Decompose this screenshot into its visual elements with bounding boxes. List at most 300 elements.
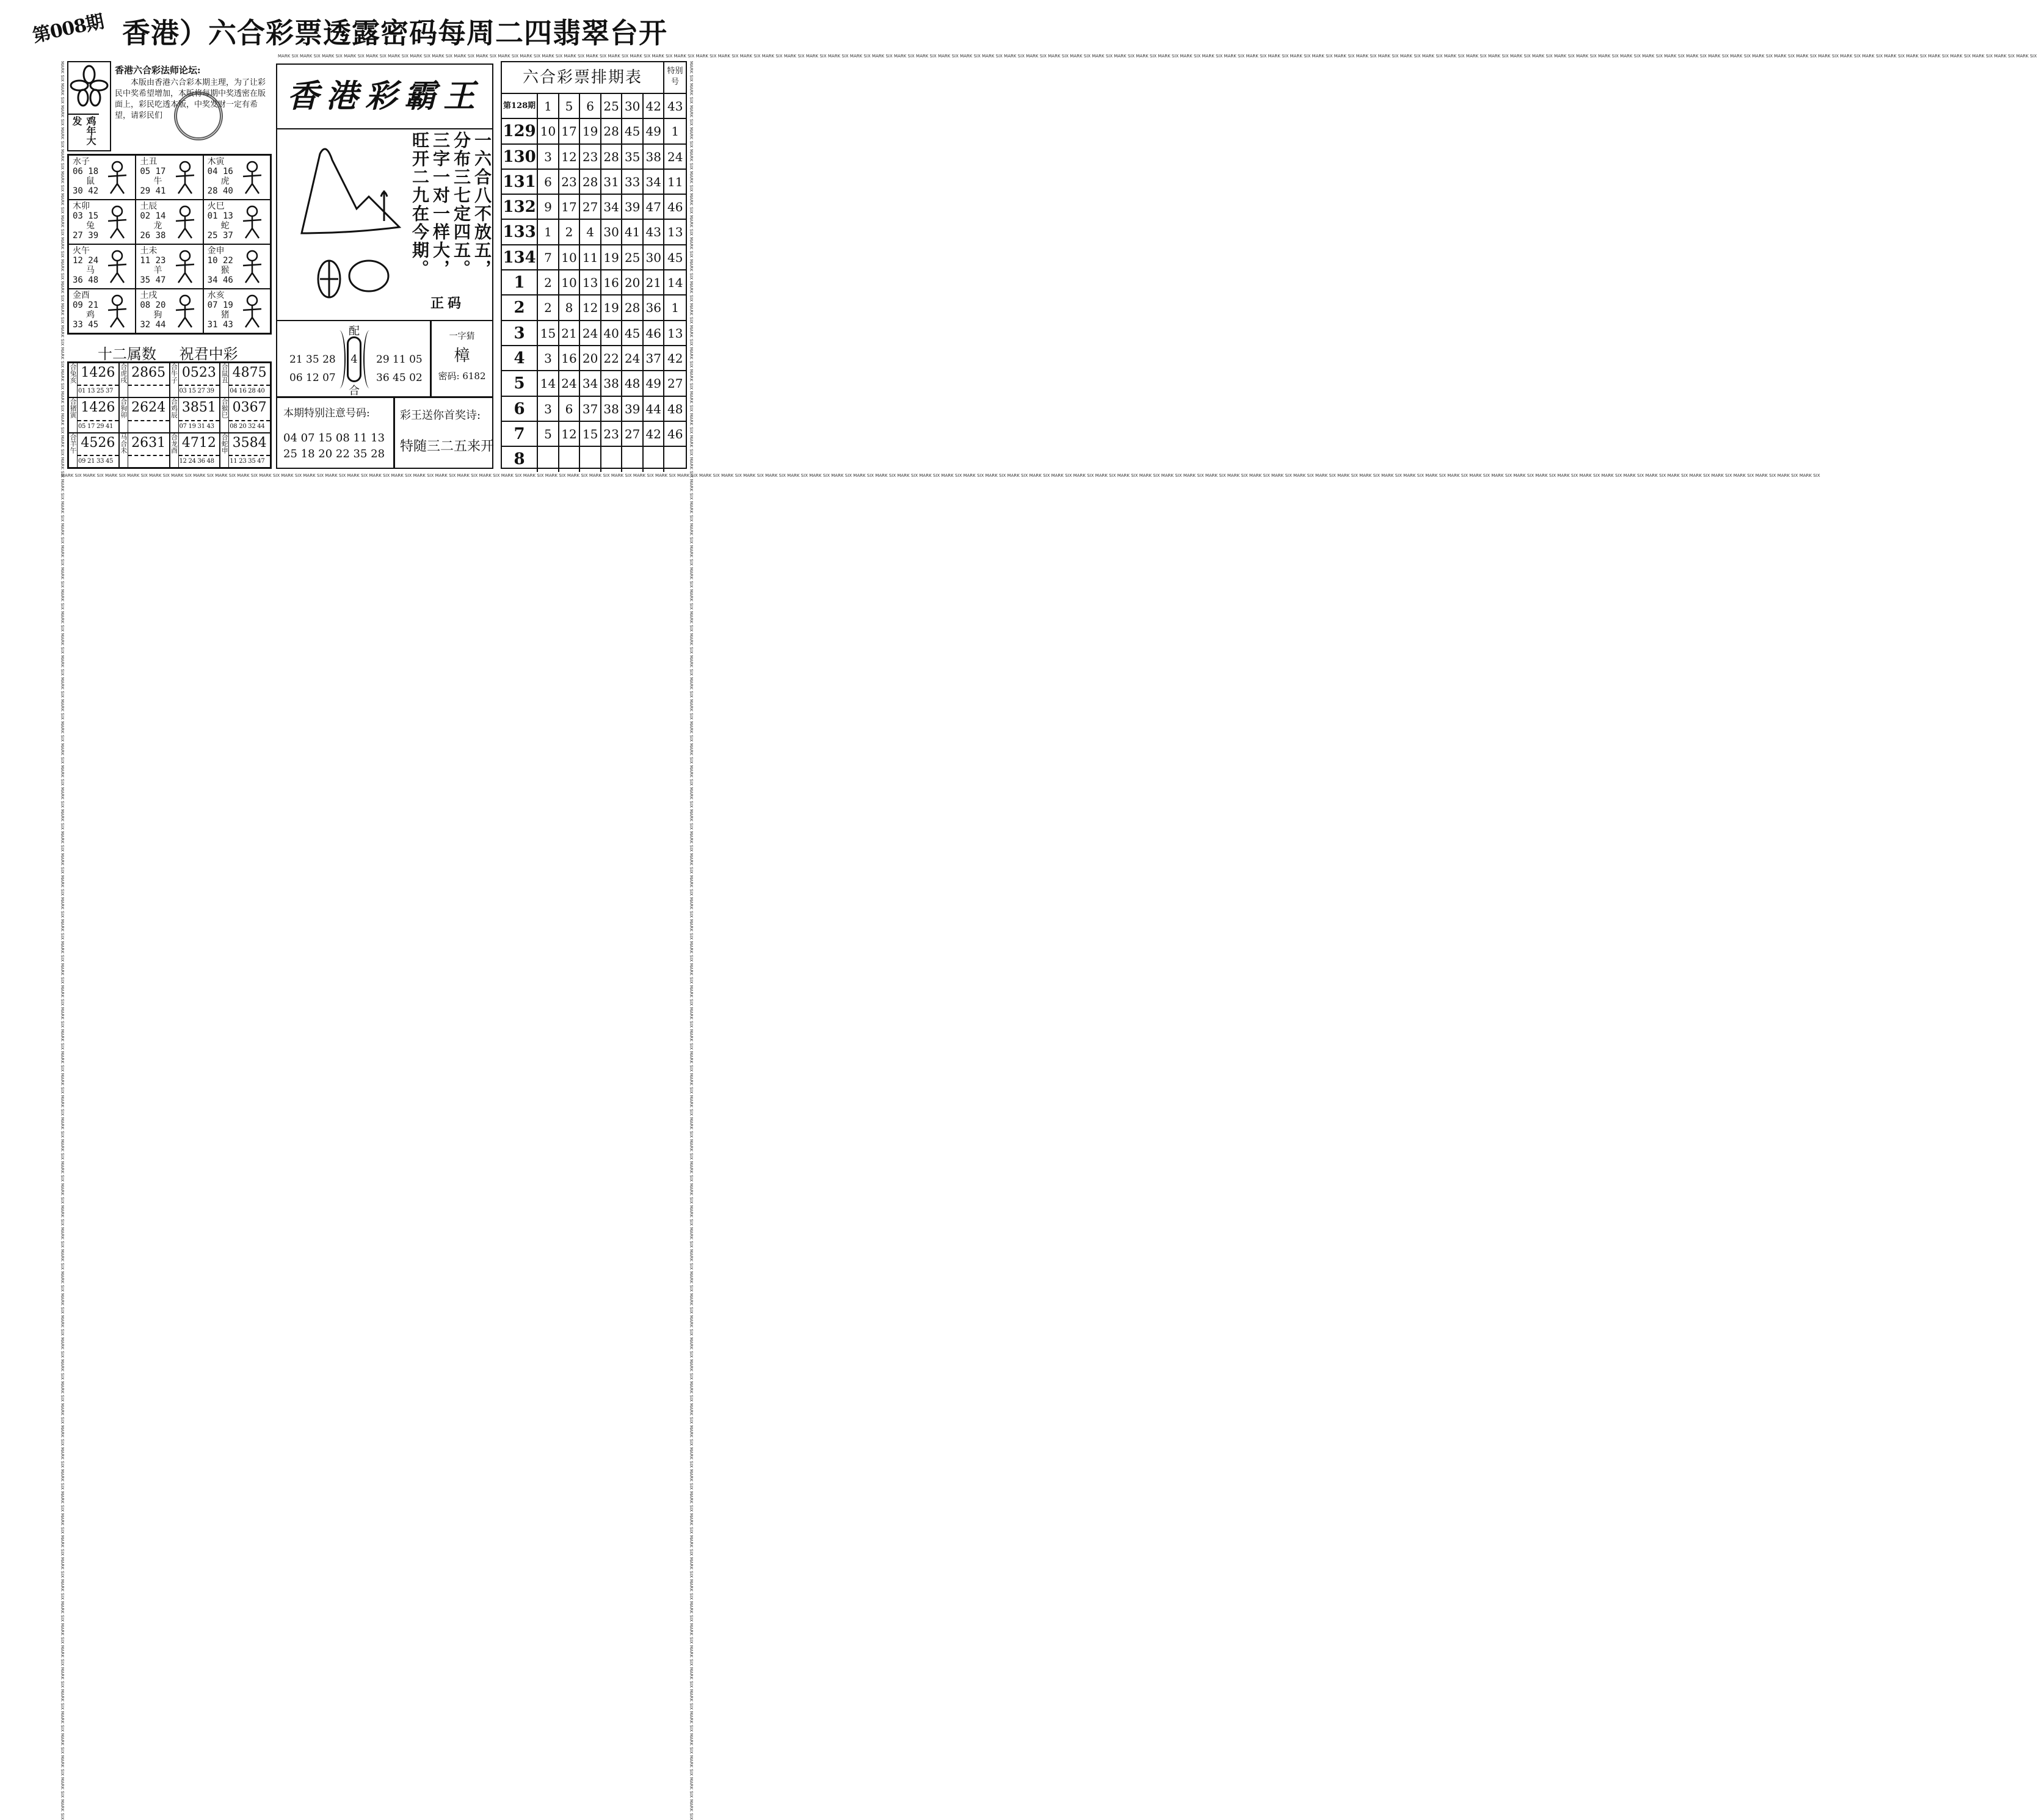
zodiac-code-main bbox=[229, 433, 270, 467]
zodiac-code-numbers bbox=[128, 456, 169, 467]
drawn-number: 49 bbox=[644, 119, 665, 143]
zodiac-numbers-top: 10 22 bbox=[207, 256, 233, 266]
special-number: 46 bbox=[667, 426, 683, 441]
special-number: 43 bbox=[667, 99, 683, 114]
zodiac-label: 火巳 bbox=[207, 201, 225, 211]
zodiac-label: 火午 bbox=[73, 246, 90, 256]
zodiac-numbers-top: 03 15 bbox=[73, 211, 99, 221]
drawn-number: 38 bbox=[601, 397, 623, 421]
zodiac-animal: 鼠 bbox=[86, 176, 95, 186]
zodiac-code-numbers bbox=[128, 386, 169, 397]
zodiac-figure-icon bbox=[170, 159, 200, 196]
special-numbers-box bbox=[276, 397, 394, 469]
schedule-row bbox=[502, 170, 686, 195]
special-numbers-row: 25 18 20 22 35 28 bbox=[283, 448, 385, 460]
zodiac-code-label: 合羊午 bbox=[69, 433, 78, 467]
one-char-guess bbox=[430, 320, 493, 397]
zodiac-code-cell bbox=[68, 397, 119, 432]
drawn-number: 12 bbox=[580, 295, 601, 319]
drawn-number: 10 bbox=[559, 270, 581, 294]
mark-six-strip-bottom: MARK SIX MARK SIX MARK SIX MARK SIX MARK SIX MARK SIX MARK SIX MARK SIX MARK SIX MARK SIX MARK SIX MARK SIX MARK SIX MARK SIX MARK SIX MARK SIX MARK SIX MARK SIX MARK SIX MARK SIX MARK SIX MARK SIX MARK SIX MARK SIX MARK SIX MARK SIX MARK SIX MARK SIX MARK SIX MARK SIX MARK SIX MARK SIX MARK SIX MARK SIX MARK SIX MARK SIX MARK SIX MARK SIX MARK SIX MARK SIX MARK SIX MARK SIX MARK SIX MARK SIX MARK SIX MARK SIX MARK SIX MARK SIX MARK SIX MARK SIX MARK SIX MARK SIX MARK SIX MARK SIX MARK SIX MARK SIX MARK SIX MARK SIX MARK SIX MARK SIX MARK SIX MARK SIX MARK SIX MARK SIX MARK SIX MARK SIX MARK SIX MARK SIX MARK SIX MARK SIX MARK SIX MARK SIX MARK SIX MARK SIX MARK SIX MARK SIX MARK SIX MARK SIX MARK SIX MARK SIX bbox=[61, 473, 1820, 478]
zodiac-code-cell bbox=[68, 433, 119, 468]
drawn-number: 6 bbox=[538, 170, 559, 194]
zodiac-numbers-top: 12 24 bbox=[73, 256, 99, 266]
drawn-number bbox=[601, 447, 623, 472]
zodiac-numbers-bottom: 29 41 bbox=[140, 186, 166, 196]
zodiac-numbers-top: 06 18 bbox=[73, 167, 99, 176]
poem-line: 三字一对一样大， bbox=[430, 131, 451, 278]
logo-box bbox=[67, 61, 111, 151]
mountain-illustration-icon bbox=[277, 129, 412, 313]
zodiac-figure-icon bbox=[237, 293, 267, 330]
draw-number: 3 bbox=[502, 321, 538, 345]
drawn-number: 28 bbox=[601, 119, 623, 143]
drawn-number: 42 bbox=[644, 422, 665, 446]
zodiac-code-main bbox=[128, 433, 169, 467]
zodiac-code-cell bbox=[119, 397, 170, 432]
zodiac-code-main bbox=[179, 398, 220, 432]
zodiac-code-numbers: 12 24 36 48 bbox=[179, 457, 214, 465]
zodiac-animal: 狗 bbox=[153, 310, 162, 320]
drawn-number: 31 bbox=[601, 170, 623, 194]
zodiac-code-cell bbox=[220, 433, 271, 468]
zodiac-code-main bbox=[128, 363, 169, 397]
zodiac-numbers-top: 11 23 bbox=[140, 256, 166, 266]
zodiac-code-label: 合虎戌 bbox=[120, 363, 128, 397]
zodiac-code-label: 合鼠丑 bbox=[220, 363, 229, 397]
zodiac-cell bbox=[203, 155, 271, 200]
drawn-number: 14 bbox=[538, 371, 559, 395]
drawn-number bbox=[644, 447, 665, 472]
pei-center-number: 4 bbox=[347, 336, 361, 382]
drawn-number: 38 bbox=[601, 371, 623, 395]
drawn-number: 8 bbox=[559, 295, 581, 319]
zodiac-animal: 鸡 bbox=[86, 310, 95, 320]
zodiac-label: 木卯 bbox=[73, 201, 90, 211]
schedule-title: 六合彩票排期表 bbox=[502, 62, 664, 93]
vertical-poem bbox=[409, 131, 492, 290]
zodiac-label: 土辰 bbox=[140, 201, 158, 211]
drawn-number: 43 bbox=[644, 220, 665, 244]
draw-number: 133 bbox=[502, 220, 538, 244]
draw-number: 4 bbox=[502, 346, 538, 370]
zodiac-code: 3851 bbox=[179, 398, 220, 421]
zodiac-code-main bbox=[78, 363, 118, 397]
drawn-number: 25 bbox=[601, 94, 623, 118]
special-number-header: 特别号 bbox=[667, 67, 683, 87]
prize-poem-title: 彩王送你首奖诗: bbox=[400, 409, 481, 422]
zodiac-numbers-bottom: 30 42 bbox=[73, 186, 99, 196]
zodiac-figure-icon bbox=[170, 248, 200, 285]
special-numbers-title: 本期特别注意号码: bbox=[283, 407, 370, 419]
special-number: 27 bbox=[667, 376, 683, 391]
zodiac-figure-icon bbox=[102, 293, 133, 330]
drawn-number: 27 bbox=[622, 422, 644, 446]
zodiac-code-cell bbox=[220, 363, 271, 397]
drawn-number: 16 bbox=[601, 270, 623, 294]
prize-poem-text: 特随三二五来开 bbox=[400, 439, 495, 454]
zodiac-numbers-bottom: 28 40 bbox=[207, 186, 233, 196]
special-numbers-row: 04 07 15 08 11 13 bbox=[283, 432, 385, 444]
zodiac-code-main bbox=[78, 433, 118, 467]
draw-number: 131 bbox=[502, 170, 538, 194]
twelve-zodiac-heading: 十二属数 祝君中彩 bbox=[98, 346, 238, 363]
zodiac-cell bbox=[136, 200, 203, 244]
zodiac-label: 水子 bbox=[73, 157, 90, 167]
zodiac-grid bbox=[67, 154, 272, 335]
special-number: 45 bbox=[667, 250, 683, 265]
draw-number: 130 bbox=[502, 145, 538, 169]
drawn-number: 30 bbox=[622, 94, 644, 118]
drawn-number: 4 bbox=[580, 220, 601, 244]
drawn-number: 20 bbox=[580, 346, 601, 370]
pei-left-row: 21 35 28 bbox=[289, 353, 336, 366]
drawn-number: 17 bbox=[559, 195, 581, 219]
zodiac-code-main bbox=[229, 363, 270, 397]
drawn-number: 22 bbox=[601, 346, 623, 370]
drawn-number: 15 bbox=[538, 321, 559, 345]
zodiac-code-numbers: 09 21 33 45 bbox=[78, 457, 114, 465]
zodiac-figure-icon bbox=[170, 293, 200, 330]
drawn-number: 2 bbox=[538, 270, 559, 294]
zodiac-numbers-bottom: 32 44 bbox=[140, 320, 166, 330]
zodiac-figure-icon bbox=[102, 204, 133, 241]
zodiac-cell bbox=[203, 200, 271, 244]
special-numbers bbox=[283, 430, 387, 462]
zodiac-numbers-top: 09 21 bbox=[73, 300, 99, 310]
drawn-number: 45 bbox=[622, 321, 644, 345]
draw-number: 129 bbox=[502, 119, 538, 143]
zodiac-label: 木寅 bbox=[207, 157, 225, 167]
drawn-number: 20 bbox=[622, 270, 644, 294]
drawn-number: 30 bbox=[601, 220, 623, 244]
zodiac-label: 土丑 bbox=[140, 157, 158, 167]
mark-six-strip-left: MARK SIX MARK SIX MARK SIX MARK SIX MARK SIX MARK SIX MARK SIX MARK SIX MARK SIX MARK SIX MARK SIX MARK SIX MARK SIX MARK SIX MARK SIX MARK SIX MARK SIX MARK SIX MARK SIX MARK SIX MARK SIX MARK SIX MARK SIX MARK SIX MARK SIX MARK SIX MARK SIX MARK SIX MARK SIX MARK SIX MARK SIX MARK SIX MARK SIX MARK SIX MARK SIX MARK SIX MARK SIX MARK SIX MARK SIX MARK SIX MARK SIX MARK SIX MARK SIX MARK SIX MARK SIX MARK SIX MARK SIX MARK SIX MARK SIX MARK SIX MARK SIX MARK SIX MARK SIX MARK SIX MARK SIX MARK SIX MARK SIX MARK SIX MARK SIX MARK SIX MARK SIX MARK SIX MARK SIX MARK SIX MARK SIX MARK SIX MARK SIX MARK SIX MARK SIX MARK SIX MARK SIX MARK SIX MARK SIX MARK SIX MARK SIX MARK SIX MARK SIX MARK SIX MARK SIX MARK SIX bbox=[60, 61, 65, 1820]
drawn-number: 47 bbox=[644, 195, 665, 219]
issue-number: 第008期 bbox=[31, 11, 106, 47]
zodiac-numbers-bottom: 33 45 bbox=[73, 320, 99, 330]
zodiac-code: 4875 bbox=[229, 363, 270, 386]
seal-stamp bbox=[174, 92, 223, 140]
drawn-number: 1 bbox=[538, 220, 559, 244]
drawn-number: 12 bbox=[559, 145, 581, 169]
schedule-row bbox=[502, 94, 686, 119]
drawn-number: 3 bbox=[538, 346, 559, 370]
zodiac-figure-icon bbox=[102, 248, 133, 285]
zodiac-code-cell bbox=[170, 363, 220, 397]
zodiac-animal: 龙 bbox=[153, 221, 162, 231]
zodiac-code-numbers: 11 23 35 47 bbox=[230, 457, 265, 465]
drawn-number: 2 bbox=[538, 295, 559, 319]
drawn-number: 9 bbox=[538, 195, 559, 219]
pei-left-row: 06 12 07 bbox=[289, 372, 336, 384]
schedule-row bbox=[502, 397, 686, 422]
draw-number: 7 bbox=[502, 422, 538, 446]
zodiac-code-label: 合兔亥 bbox=[69, 363, 78, 397]
zodiac-animal: 猪 bbox=[220, 310, 230, 320]
zodiac-code: 4712 bbox=[179, 433, 220, 456]
zodiac-code-cell bbox=[170, 397, 220, 432]
zodiac-code-main bbox=[179, 433, 220, 467]
drawn-number: 30 bbox=[644, 245, 665, 269]
drawn-number: 25 bbox=[622, 245, 644, 269]
special-number: 11 bbox=[667, 174, 683, 189]
forum-body: 本版由香港六合彩本期主理，为了让彩民中奖希望增加，本版将每期中奖透密在版面上，彩民吃透本版，中奖发财一定有希望，请彩民们 bbox=[115, 78, 266, 120]
drawn-number: 28 bbox=[580, 170, 601, 194]
special-number: 42 bbox=[667, 350, 683, 366]
guess-char: 樟 bbox=[454, 347, 470, 365]
drawn-number: 23 bbox=[559, 170, 581, 194]
drawn-number: 41 bbox=[622, 220, 644, 244]
schedule-row bbox=[502, 447, 686, 472]
zodiac-numbers-bottom: 36 48 bbox=[73, 275, 99, 285]
zodiac-code: 3584 bbox=[229, 433, 270, 456]
zodiac-code-cell bbox=[68, 363, 119, 397]
zodiac-figure-icon bbox=[237, 204, 267, 241]
drawn-number: 34 bbox=[601, 195, 623, 219]
zodiac-code: 1426 bbox=[78, 363, 118, 386]
drawn-number: 21 bbox=[644, 270, 665, 294]
zodiac-code-cell bbox=[119, 433, 170, 468]
guess-code: 密码: 6182 bbox=[438, 371, 486, 382]
zodiac-figure-icon bbox=[237, 159, 267, 196]
zodiac-numbers-top: 01 13 bbox=[207, 211, 233, 221]
zodiac-animal: 牛 bbox=[153, 176, 162, 186]
zodiac-numbers-bottom: 25 37 bbox=[207, 231, 233, 241]
drawn-number: 35 bbox=[622, 145, 644, 169]
drawn-number: 5 bbox=[559, 94, 581, 118]
zodiac-code-label: 合鸡辰 bbox=[170, 398, 179, 432]
drawn-number bbox=[538, 447, 559, 472]
brand-title: 香港彩霸王 bbox=[276, 63, 493, 129]
zodiac-code: 1426 bbox=[78, 398, 118, 421]
zodiac-code-main bbox=[128, 398, 169, 432]
page-title: 香港）六合彩票透露密码每周二四翡翠台开 bbox=[122, 16, 667, 49]
zodiac-numbers-top: 08 20 bbox=[140, 300, 166, 310]
special-number: 48 bbox=[667, 401, 683, 416]
zodiac-code-main bbox=[78, 398, 118, 432]
drawn-number: 3 bbox=[538, 397, 559, 421]
zodiac-cell bbox=[136, 289, 203, 333]
drawn-number: 40 bbox=[601, 321, 623, 345]
draw-number: 8 bbox=[502, 447, 538, 472]
zodiac-code-numbers: 01 13 25 37 bbox=[78, 388, 114, 395]
drawn-number: 27 bbox=[580, 195, 601, 219]
schedule-row bbox=[502, 245, 686, 270]
draw-number: 134 bbox=[502, 245, 538, 269]
drawn-number bbox=[580, 447, 601, 472]
drawn-number: 37 bbox=[644, 346, 665, 370]
drawn-number: 48 bbox=[622, 371, 644, 395]
drawn-number: 10 bbox=[538, 119, 559, 143]
right-bracket bbox=[363, 330, 376, 388]
zodiac-code-table bbox=[67, 361, 272, 469]
drawn-number: 6 bbox=[580, 94, 601, 118]
drawn-number: 13 bbox=[580, 270, 601, 294]
zodiac-numbers-top: 07 19 bbox=[207, 300, 233, 310]
zodiac-code-numbers: 04 16 28 40 bbox=[230, 388, 265, 395]
zodiac-figure-icon bbox=[102, 159, 133, 196]
drawn-number: 23 bbox=[580, 145, 601, 169]
zodiac-code-numbers: 03 15 27 39 bbox=[179, 388, 214, 395]
draw-number: 132 bbox=[502, 195, 538, 219]
guess-title: 一字猜 bbox=[449, 332, 475, 341]
zodiac-code: 0523 bbox=[179, 363, 220, 386]
drawn-number: 10 bbox=[559, 245, 581, 269]
zodiac-numbers-bottom: 31 43 bbox=[207, 320, 233, 330]
drawn-number: 11 bbox=[580, 245, 601, 269]
drawn-number: 23 bbox=[601, 422, 623, 446]
special-number: 1 bbox=[671, 124, 680, 139]
zodiac-animal: 羊 bbox=[153, 266, 162, 275]
drawn-number: 24 bbox=[559, 371, 581, 395]
draw-number: 6 bbox=[502, 397, 538, 421]
pei-label: 配 bbox=[349, 325, 360, 338]
zodiac-figure-icon bbox=[237, 248, 267, 285]
flower-logo-icon bbox=[68, 62, 110, 111]
drawn-number: 33 bbox=[622, 170, 644, 194]
zodiac-code-label: 合龙酉 bbox=[170, 433, 179, 467]
zodiac-code-label: 合猪寅 bbox=[69, 398, 78, 432]
drawn-number: 39 bbox=[622, 195, 644, 219]
poem-label: 正码 bbox=[430, 295, 465, 311]
drawn-number: 34 bbox=[644, 170, 665, 194]
zodiac-label: 水亥 bbox=[207, 291, 225, 300]
zodiac-animal: 蛇 bbox=[220, 221, 230, 231]
zodiac-code-label: 马合未 bbox=[120, 433, 128, 467]
drawn-number: 15 bbox=[580, 422, 601, 446]
zodiac-numbers-top: 02 14 bbox=[140, 211, 166, 221]
drawn-number: 2 bbox=[559, 220, 581, 244]
zodiac-code: 2624 bbox=[128, 398, 169, 421]
drawn-number: 16 bbox=[559, 346, 581, 370]
zodiac-code-cell bbox=[220, 397, 271, 432]
drawn-number bbox=[622, 447, 644, 472]
drawn-number: 49 bbox=[644, 371, 665, 395]
zodiac-animal: 猴 bbox=[220, 266, 230, 275]
drawn-number: 17 bbox=[559, 119, 581, 143]
drawn-number: 42 bbox=[644, 94, 665, 118]
drawn-number: 44 bbox=[644, 397, 665, 421]
zodiac-code-main bbox=[179, 363, 220, 397]
zodiac-cell bbox=[68, 244, 136, 289]
drawn-number: 12 bbox=[559, 422, 581, 446]
zodiac-cell bbox=[136, 155, 203, 200]
logo-caption: 鸡年大发 bbox=[68, 114, 99, 151]
zodiac-code-numbers: 08 20 32 44 bbox=[230, 422, 265, 430]
zodiac-cell bbox=[68, 155, 136, 200]
zodiac-animal: 虎 bbox=[220, 176, 230, 186]
pei-right-numbers bbox=[376, 350, 423, 387]
drawn-number: 45 bbox=[622, 119, 644, 143]
zodiac-code-numbers bbox=[128, 421, 169, 432]
special-number: 14 bbox=[667, 275, 683, 291]
poem-line: 分布三七定四五。 bbox=[451, 131, 471, 278]
drawn-number: 28 bbox=[622, 295, 644, 319]
drawn-number: 5 bbox=[538, 422, 559, 446]
zodiac-animal: 兔 bbox=[86, 221, 95, 231]
mark-six-strip-right: MARK SIX MARK SIX MARK SIX MARK SIX MARK SIX MARK SIX MARK SIX MARK SIX MARK SIX MARK SIX MARK SIX MARK SIX MARK SIX MARK SIX MARK SIX MARK SIX MARK SIX MARK SIX MARK SIX MARK SIX MARK SIX MARK SIX MARK SIX MARK SIX MARK SIX MARK SIX MARK SIX MARK SIX MARK SIX MARK SIX MARK SIX MARK SIX MARK SIX MARK SIX MARK SIX MARK SIX MARK SIX MARK SIX MARK SIX MARK SIX MARK SIX MARK SIX MARK SIX MARK SIX MARK SIX MARK SIX MARK SIX MARK SIX MARK SIX MARK SIX MARK SIX MARK SIX MARK SIX MARK SIX MARK SIX MARK SIX MARK SIX MARK SIX MARK SIX MARK SIX MARK SIX MARK SIX MARK SIX MARK SIX MARK SIX MARK SIX MARK SIX MARK SIX MARK SIX MARK SIX MARK SIX MARK SIX MARK SIX MARK SIX MARK SIX MARK SIX MARK SIX MARK SIX MARK SIX MARK SIX bbox=[689, 61, 694, 1820]
drawn-number: 39 bbox=[622, 397, 644, 421]
schedule-row bbox=[502, 119, 686, 144]
drawn-number bbox=[559, 447, 581, 472]
drawn-number: 1 bbox=[538, 94, 559, 118]
mark-six-strip-top: MARK SIX MARK SIX MARK SIX MARK SIX MARK SIX MARK SIX MARK SIX MARK SIX MARK SIX MARK SIX MARK SIX MARK SIX MARK SIX MARK SIX MARK SIX MARK SIX MARK SIX MARK SIX MARK SIX MARK SIX MARK SIX MARK SIX MARK SIX MARK SIX MARK SIX MARK SIX MARK SIX MARK SIX MARK SIX MARK SIX MARK SIX MARK SIX MARK SIX MARK SIX MARK SIX MARK SIX MARK SIX MARK SIX MARK SIX MARK SIX MARK SIX MARK SIX MARK SIX MARK SIX MARK SIX MARK SIX MARK SIX MARK SIX MARK SIX MARK SIX MARK SIX MARK SIX MARK SIX MARK SIX MARK SIX MARK SIX MARK SIX MARK SIX MARK SIX MARK SIX MARK SIX MARK SIX MARK SIX MARK SIX MARK SIX MARK SIX MARK SIX MARK SIX MARK SIX MARK SIX MARK SIX MARK SIX MARK SIX MARK SIX MARK SIX MARK SIX MARK SIX MARK SIX MARK SIX MARK SIX bbox=[278, 54, 2037, 59]
schedule-row bbox=[502, 145, 686, 170]
zodiac-label: 土戌 bbox=[140, 291, 158, 300]
drawn-number: 24 bbox=[622, 346, 644, 370]
drawn-number: 37 bbox=[580, 397, 601, 421]
zodiac-code-label: 合蛇申 bbox=[220, 433, 229, 467]
zodiac-code-numbers: 07 19 31 43 bbox=[179, 422, 214, 430]
pei-right-row: 36 45 02 bbox=[376, 372, 423, 384]
zodiac-figure-icon bbox=[170, 204, 200, 241]
special-number: 24 bbox=[667, 149, 683, 164]
drawn-number: 6 bbox=[559, 397, 581, 421]
schedule-header bbox=[502, 62, 686, 94]
zodiac-numbers-top: 04 16 bbox=[207, 167, 233, 176]
zodiac-code: 2865 bbox=[128, 363, 169, 386]
he-label: 合 bbox=[349, 385, 360, 397]
drawn-number: 46 bbox=[644, 321, 665, 345]
drawn-number: 19 bbox=[601, 295, 623, 319]
drawn-number: 19 bbox=[601, 245, 623, 269]
poem-line: 一六合八不放五， bbox=[472, 131, 492, 278]
drawn-number: 21 bbox=[559, 321, 581, 345]
zodiac-cell bbox=[203, 244, 271, 289]
zodiac-numbers-bottom: 26 38 bbox=[140, 231, 166, 241]
zodiac-cell bbox=[68, 200, 136, 244]
draw-schedule-table bbox=[501, 61, 687, 469]
forum-title: 香港六合彩法师论坛: bbox=[115, 65, 201, 76]
special-number: 13 bbox=[667, 325, 683, 341]
special-number: 1 bbox=[671, 300, 680, 316]
zodiac-numbers-top: 05 17 bbox=[140, 167, 166, 176]
pei-right-row: 29 11 05 bbox=[376, 353, 423, 366]
pei-left-numbers bbox=[289, 350, 336, 387]
zodiac-code-label: 合狗卯 bbox=[120, 398, 128, 432]
zodiac-numbers-bottom: 34 46 bbox=[207, 275, 233, 285]
schedule-row bbox=[502, 321, 686, 346]
zodiac-cell bbox=[68, 289, 136, 333]
zodiac-code: 4526 bbox=[78, 433, 118, 456]
draw-number: 5 bbox=[502, 371, 538, 395]
zodiac-numbers-bottom: 27 39 bbox=[73, 231, 99, 241]
prize-poem-box bbox=[394, 397, 493, 469]
zodiac-code-cell bbox=[119, 363, 170, 397]
drawn-number: 7 bbox=[538, 245, 559, 269]
drawn-number: 24 bbox=[580, 321, 601, 345]
zodiac-numbers-bottom: 35 47 bbox=[140, 275, 166, 285]
schedule-row bbox=[502, 422, 686, 447]
schedule-row bbox=[502, 295, 686, 321]
special-number: 46 bbox=[667, 200, 683, 215]
drawn-number: 3 bbox=[538, 145, 559, 169]
special-number: 13 bbox=[667, 225, 683, 240]
pairing-box bbox=[276, 320, 431, 397]
drawn-number: 34 bbox=[580, 371, 601, 395]
zodiac-code-main bbox=[229, 398, 270, 432]
schedule-row bbox=[502, 220, 686, 245]
zodiac-code-numbers: 05 17 29 41 bbox=[78, 422, 114, 430]
zodiac-code: 0367 bbox=[229, 398, 270, 421]
schedule-row bbox=[502, 371, 686, 396]
zodiac-animal: 马 bbox=[86, 266, 95, 275]
schedule-row bbox=[502, 195, 686, 220]
zodiac-cell bbox=[136, 244, 203, 289]
drawn-number: 36 bbox=[644, 295, 665, 319]
zodiac-label: 土未 bbox=[140, 246, 158, 256]
